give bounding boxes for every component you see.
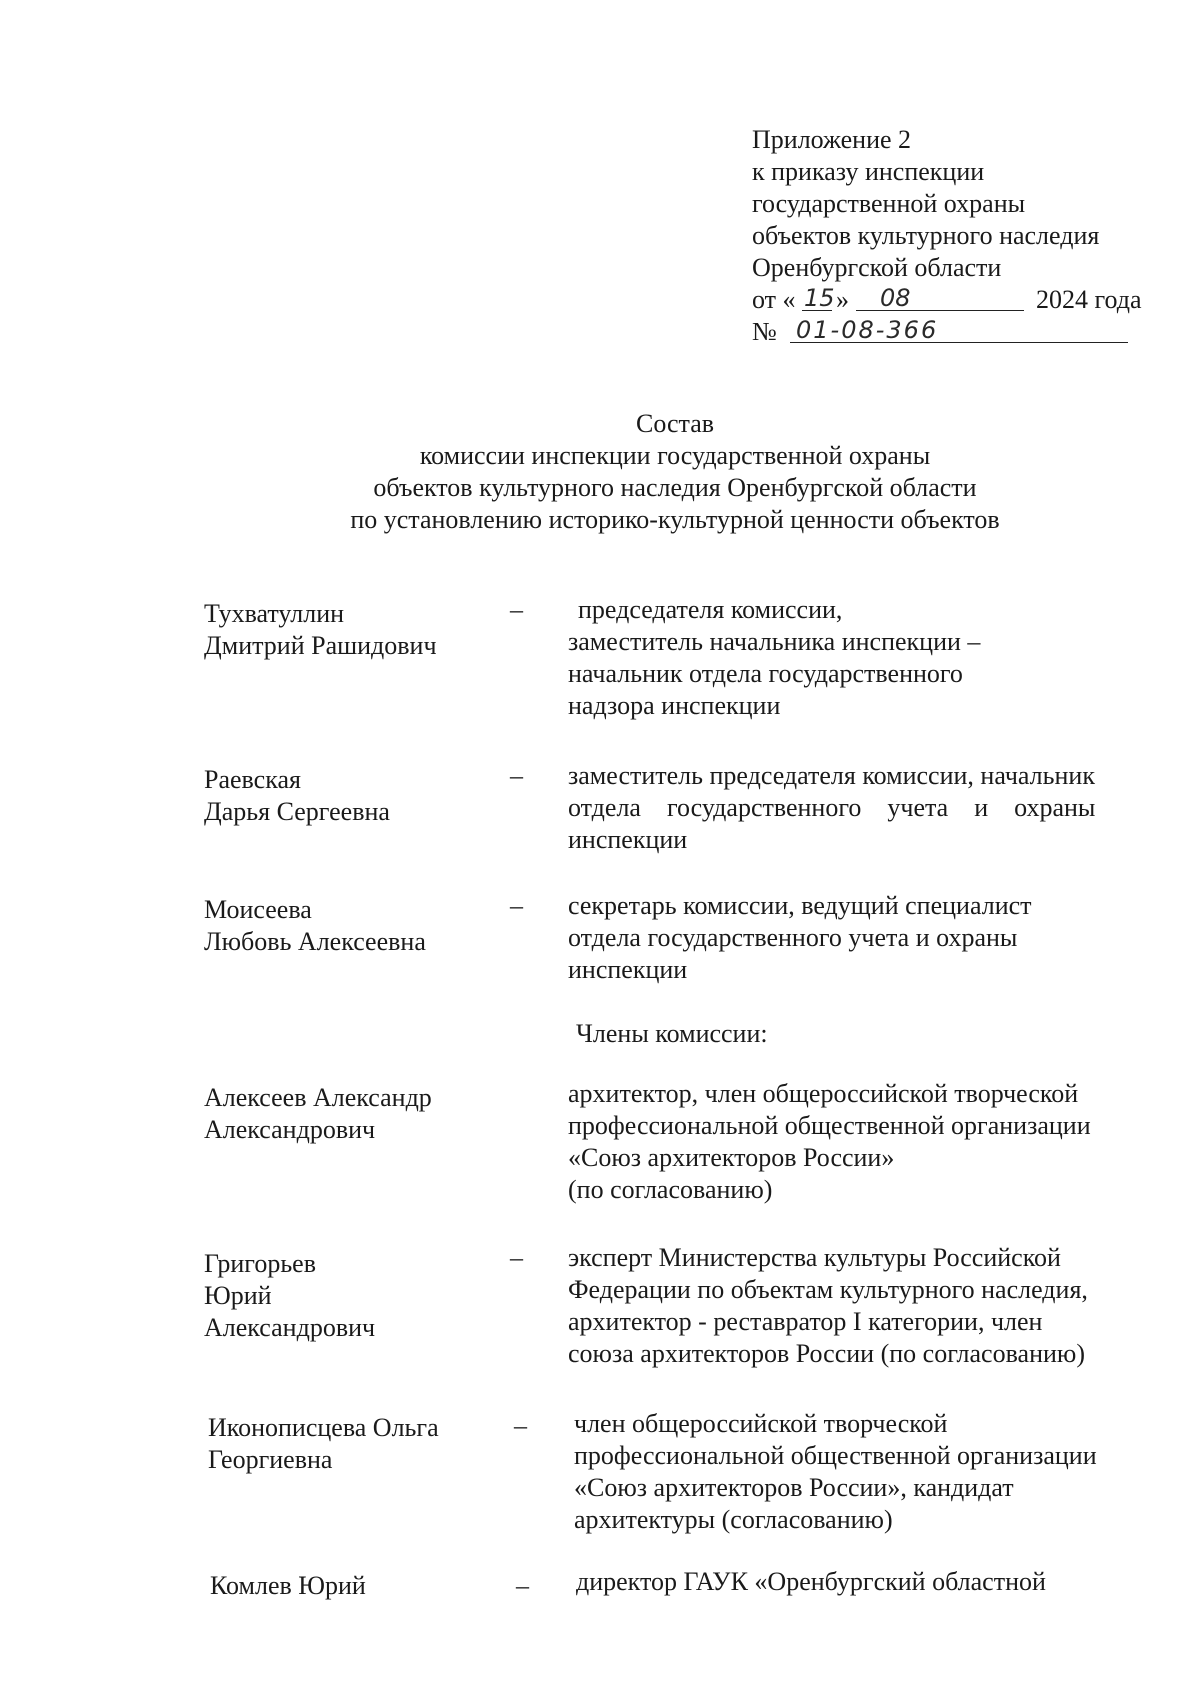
- date-year: 2024 года: [1036, 285, 1142, 314]
- member-name: [208, 1412, 439, 1476]
- member-role-line: заместитель начальника инспекции –: [568, 627, 981, 656]
- member-role: [568, 1078, 1148, 1206]
- member-role-line: отдела государственного учета и охраны: [568, 793, 1096, 822]
- member-role: [574, 1408, 1154, 1536]
- date-prefix: от «: [752, 285, 796, 314]
- order-number: [752, 316, 1099, 348]
- date-month-handwritten: 08: [880, 284, 911, 312]
- document-title: [0, 408, 1200, 536]
- member-name-line: Григорьев: [204, 1249, 316, 1278]
- member-role-line: эксперт Министерства культуры Российской: [568, 1243, 1061, 1272]
- member-name: [204, 894, 426, 958]
- member-name-line: Алексеев Александр: [204, 1083, 432, 1112]
- member-role-line: инспекции: [568, 955, 688, 984]
- member-name-line: Иконописцева Ольга: [208, 1413, 439, 1442]
- appendix-line: к приказу инспекции: [752, 157, 985, 186]
- title-line: по установлению историко-культурной ценности объектов: [350, 505, 1000, 534]
- date-month-underline: [856, 310, 1024, 311]
- appendix-line: государственной охраны: [752, 189, 1026, 218]
- member-role-line: инспекции: [568, 825, 688, 854]
- member-name-line: Раевская: [204, 765, 301, 794]
- order-date: [752, 284, 1142, 316]
- date-day-underline: [802, 310, 832, 311]
- member-role: [568, 890, 1148, 986]
- member-role-line: профессиональной общественной организации: [568, 1111, 1091, 1140]
- member-role-line: начальник отдела государственного: [568, 659, 963, 688]
- appendix-block: [752, 124, 1142, 348]
- member-dash: –: [510, 1243, 523, 1272]
- member-role-line: надзора инспекции: [568, 691, 781, 720]
- title-line: Состав: [635, 409, 715, 438]
- appendix-line: Приложение 2: [752, 125, 912, 154]
- member-role-line: отдела государственного учета и охраны: [568, 923, 1018, 952]
- member-name-line: Юрий: [204, 1281, 272, 1310]
- members-heading: Члены комиссии:: [576, 1019, 768, 1048]
- member-role-line: «Союз архитекторов России», кандидат: [574, 1473, 1014, 1502]
- member-name-line: Александрович: [204, 1115, 376, 1144]
- member-role-line: союза архитекторов России (по согласованию): [568, 1339, 1085, 1368]
- member-name: [210, 1570, 366, 1602]
- member-role: [568, 760, 1148, 856]
- member-role-line: профессиональной общественной организации: [574, 1441, 1097, 1470]
- member-role: [568, 1242, 1148, 1370]
- member-name-line: Тухватуллин: [204, 599, 345, 628]
- member-name-line: Моисеева: [204, 895, 312, 924]
- appendix-line: объектов культурного наследия: [752, 221, 1100, 250]
- member-name: [204, 1082, 432, 1146]
- member-name-line: Александрович: [204, 1313, 376, 1342]
- member-role-line: архитектор, член общероссийской творческой: [568, 1079, 1079, 1108]
- member-role-line: директор ГАУК «Оренбургский областной: [576, 1567, 1046, 1596]
- member-name-line: Любовь Алексеевна: [204, 927, 426, 956]
- member-dash: –: [510, 595, 523, 624]
- member-role: [568, 594, 1148, 722]
- member-role: [576, 1566, 1156, 1598]
- member-name: [204, 764, 390, 828]
- member-name-line: Комлев Юрий: [210, 1571, 366, 1600]
- member-role-line: Федерации по объектам культурного наследия,: [568, 1275, 1088, 1304]
- member-name: [204, 1248, 375, 1344]
- appendix-line: Оренбургской области: [752, 253, 1002, 282]
- member-dash: –: [514, 1411, 527, 1440]
- member-role-line: архитектор - реставратор I категории, член: [568, 1307, 1043, 1336]
- date-mid: »: [836, 285, 849, 314]
- member-name-line: Дарья Сергеевна: [204, 797, 390, 826]
- member-dash: –: [510, 761, 523, 790]
- date-day-handwritten: 15: [804, 284, 835, 312]
- member-role-line: (по согласованию): [568, 1175, 773, 1204]
- member-dash: –: [516, 1571, 529, 1600]
- order-number-handwritten: 01-08-366: [796, 316, 939, 344]
- number-prefix: №: [752, 317, 777, 346]
- member-name: [204, 598, 437, 662]
- member-role-line: председателя комиссии,: [578, 595, 843, 624]
- member-dash: –: [510, 891, 523, 920]
- member-role-line: секретарь комиссии, ведущий специалист: [568, 891, 1032, 920]
- member-name-line: Дмитрий Рашидович: [204, 631, 437, 660]
- member-name-line: Георгиевна: [208, 1445, 333, 1474]
- title-line: комиссии инспекции государственной охраны: [419, 441, 931, 470]
- member-role-line: заместитель председателя комиссии, начальник: [568, 761, 1095, 790]
- member-role-line: архитектуры (согласованию): [574, 1505, 893, 1534]
- member-role-line: «Союз архитекторов России»: [568, 1143, 895, 1172]
- title-line: объектов культурного наследия Оренбургской области: [373, 473, 977, 502]
- order-number-underline: [790, 342, 1128, 343]
- member-role-line: член общероссийской творческой: [574, 1409, 948, 1438]
